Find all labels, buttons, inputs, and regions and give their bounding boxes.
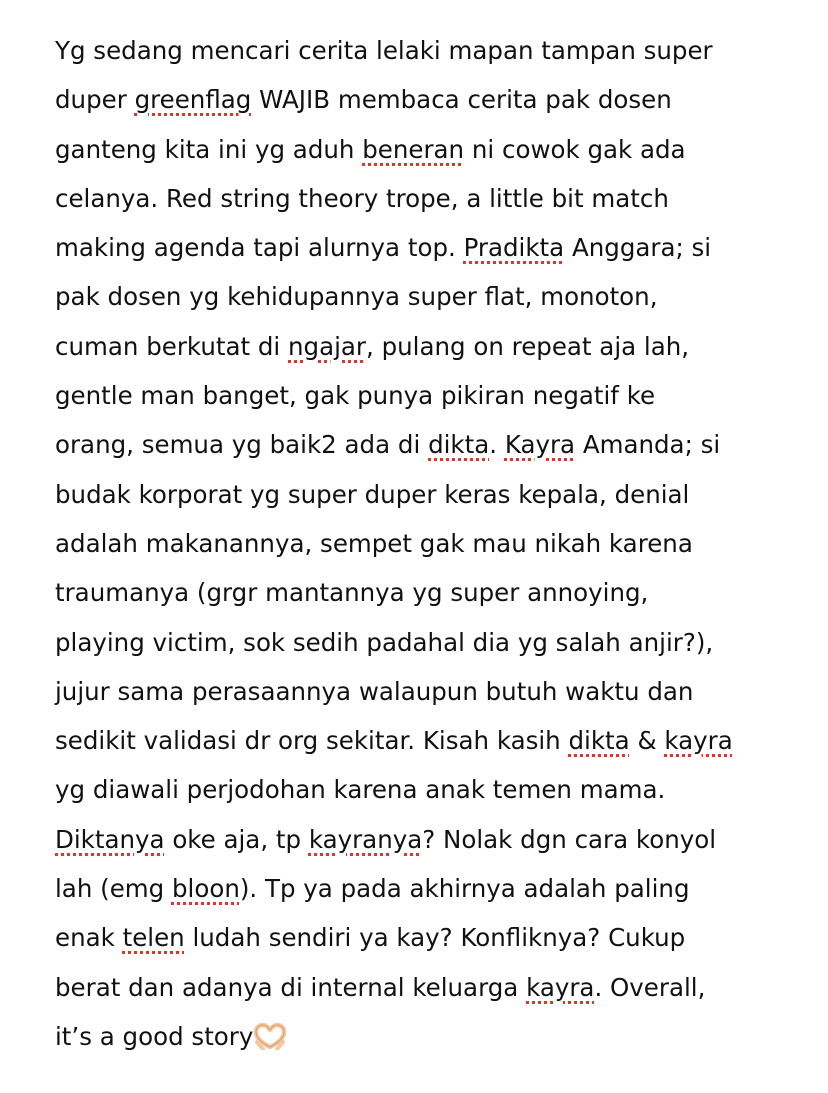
misspelled-word: bloon <box>171 874 240 904</box>
text-line <box>55 765 815 814</box>
misspelled-word: telen <box>122 923 185 953</box>
text-line <box>55 272 815 321</box>
text-segment: pak dosen yg kehidupannya super flat, monoton, <box>55 282 658 312</box>
text-segment: , pulang on repeat aja lah, <box>366 331 690 361</box>
text-line <box>55 667 815 716</box>
text-segment: berat dan adanya di internal keluarga <box>55 972 527 1002</box>
text-segment: Amanda; si <box>575 430 721 460</box>
text-line <box>55 963 815 1012</box>
text-segment: WAJIB membaca cerita pak dosen <box>251 85 672 115</box>
text-line <box>55 322 815 371</box>
text-line <box>55 223 815 272</box>
text-segment: playing victim, sok sedih padahal dia yg salah anjir?), <box>55 627 714 657</box>
text-line <box>55 174 815 223</box>
text-segment: cuman berkutat di <box>55 331 289 361</box>
text-segment: . <box>489 430 505 460</box>
text-segment: enak <box>55 923 123 953</box>
text-segment: traumanya (grgr mantannya yg super annoying, <box>55 578 649 608</box>
text-segment: ludah sendiri ya kay? Konfliknya? Cukup <box>184 923 686 953</box>
misspelled-word: greenflag <box>134 85 252 115</box>
text-line <box>55 815 815 864</box>
text-line <box>55 864 815 913</box>
text-line <box>55 716 815 765</box>
text-segment: Anggara; si <box>564 233 712 263</box>
text-line <box>55 371 815 420</box>
text-line <box>55 519 815 568</box>
text-segment: . Overall, <box>594 972 706 1002</box>
text-segment: it’s a good story <box>55 1021 254 1051</box>
misspelled-word: Kayra <box>504 430 576 460</box>
misspelled-word: Pradikta <box>463 233 565 263</box>
text-segment: celanya. Red string theory trope, a little bit match <box>55 183 669 213</box>
text-segment: ? Nolak dgn cara konyol <box>422 824 717 854</box>
text-line <box>55 1012 815 1061</box>
text-line <box>55 420 815 469</box>
text-line <box>55 618 815 667</box>
text-segment: jujur sama perasaannya walaupun butuh waktu dan <box>55 676 694 706</box>
misspelled-word: beneran <box>362 134 465 164</box>
text-line <box>55 125 815 174</box>
text-segment: ni cowok gak ada <box>464 134 686 164</box>
text-segment: & <box>629 726 665 756</box>
text-segment: ). Tp ya pada akhirnya adalah paling <box>239 874 690 904</box>
text-segment: lah (emg <box>55 874 172 904</box>
text-line <box>55 913 815 962</box>
misspelled-word: kayranya <box>308 824 423 854</box>
misspelled-word: kayra <box>664 726 733 756</box>
misspelled-word: Diktanya <box>55 824 165 854</box>
text-segment: sedikit validasi dr org sekitar. Kisah kasih <box>55 726 569 756</box>
text-segment: duper <box>55 85 135 115</box>
misspelled-word: dikta <box>568 726 630 756</box>
text-line <box>55 568 815 617</box>
text-line <box>55 75 815 124</box>
text-segment: orang, semua yg baik2 ada di <box>55 430 429 460</box>
text-line <box>55 26 815 75</box>
text-segment: yg diawali perjodohan karena anak temen mama. <box>55 775 666 805</box>
misspelled-word: dikta <box>428 430 490 460</box>
misspelled-word: kayra <box>526 972 595 1002</box>
text-segment: adalah makanannya, sempet gak mau nikah karena <box>55 528 693 558</box>
text-segment: oke aja, tp <box>164 824 309 854</box>
text-segment: gentle man banget, gak punya pikiran negatif ke <box>55 381 656 411</box>
text-segment: making agenda tapi alurnya top. <box>55 233 464 263</box>
heart-hands-icon <box>253 1017 287 1045</box>
misspelled-word: ngajar <box>288 331 367 361</box>
text-segment: Yg sedang mencari cerita lelaki mapan tampan super <box>55 36 713 65</box>
text-segment: ganteng kita ini yg aduh <box>55 134 363 164</box>
review-text <box>55 26 815 1061</box>
text-segment: budak korporat yg super duper keras kepala, denial <box>55 479 690 509</box>
text-line <box>55 470 815 519</box>
